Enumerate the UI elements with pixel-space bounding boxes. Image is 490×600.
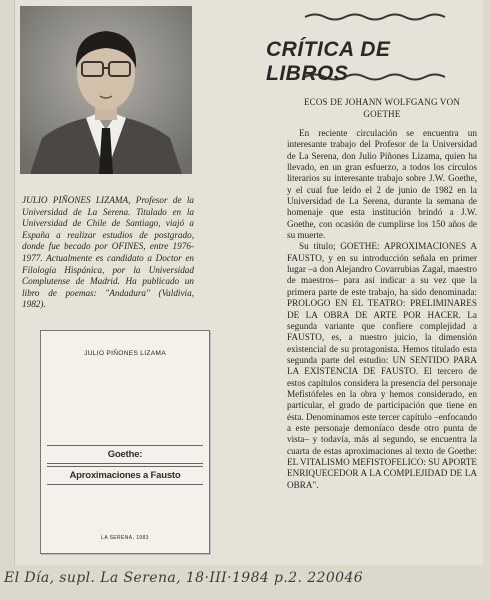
ornament-top <box>300 12 450 22</box>
article-heading: ECOS DE JOHANN WOLFGANG VON GOETHE <box>303 97 461 119</box>
author-caption: JULIO PIÑONES LIZAMA, Profesor de la Universidad de La Serena. Titulado en la Universidad de Chile de Santiago, viajó a España a realizar estudios de postgrado, donde fue becado por OFINES, entre 1976-1977. Actualmente es candidato a Doctor en Filología Hispánica, por la Universidad Complutense de Madrid. Ha publicado un libro de poemas: "Andadura" (Valdivia, 1982). <box>22 195 194 310</box>
book-cover-footer: LA SERENA, 1983 <box>101 535 149 541</box>
book-cover-title-line2: Aproximaciones a Fausto <box>47 466 203 485</box>
article-paragraph: Su título; GOETHE: APROXIMACIONES A FAUSTO, y en su introducción señala en primer lugar –a don Alejandro Covarrubias Zagal, maestro de maestros– para así indicar a su vez que la primera parte de este trabajo, ha sido denominada: PROLOGO EN EL TEATRO: PRELIMINARES DE LA OBRA DE ARTE POR HACER. La segunda variante que confiere complejidad a FAUSTO, es, a nuestro juicio, la dimensión existencial de su protagonista. Hemos titulado esta segunda parte del estudio: UN SENTIDO PARA LA EXISTENCIA DE FAUSTO. El tercero de estos capítulos considera la presencia del personaje Mefistófeles en la obra y hemos considerado, en particular, el grado de participación que tiene en ésta. Denominamos este tercer capítulo –enfocando a este personaje demoníaco desde otro punta de vista– y todavía, más al segundo, se encuentra la cuarta de estas aproximaciones al texto de Goethe: EL VITALISMO MEFISTOFELICO: SU APORTE ENRIQUECEDOR A LA COMPLEJIDAD DE LA OBRA". <box>287 241 477 490</box>
article-body <box>287 128 477 491</box>
section-title: CRÍTICA DE LIBROS <box>266 38 391 85</box>
article-paragraph: En reciente circulación se encuentra un interesante trabajo del Profesor de la Universidad de La Serena, don Julio Piñones Lizama, quien ha llevado, en un gran esfuerzo, a todos los círculos literarios su interesante trabajo sobre J.W. Goethe, y el cual fue leído el 2 de junio de 1982 en la Universidad de La Serena, durante la semana de homenaje que esta institución brindó a J.W. Goethe, con ocasión de cumplirse los 150 años de su muerte. <box>287 128 477 241</box>
book-cover <box>40 330 210 554</box>
book-cover-title-line1: Goethe: <box>47 445 203 464</box>
handwritten-citation: El Día, supl. La Serena, 18·III·1984 p.2. 220046 <box>4 570 364 586</box>
book-cover-author: JULIO PIÑONES LIZAMA <box>84 350 166 357</box>
book-cover-title <box>47 443 203 487</box>
author-photo <box>20 6 192 174</box>
